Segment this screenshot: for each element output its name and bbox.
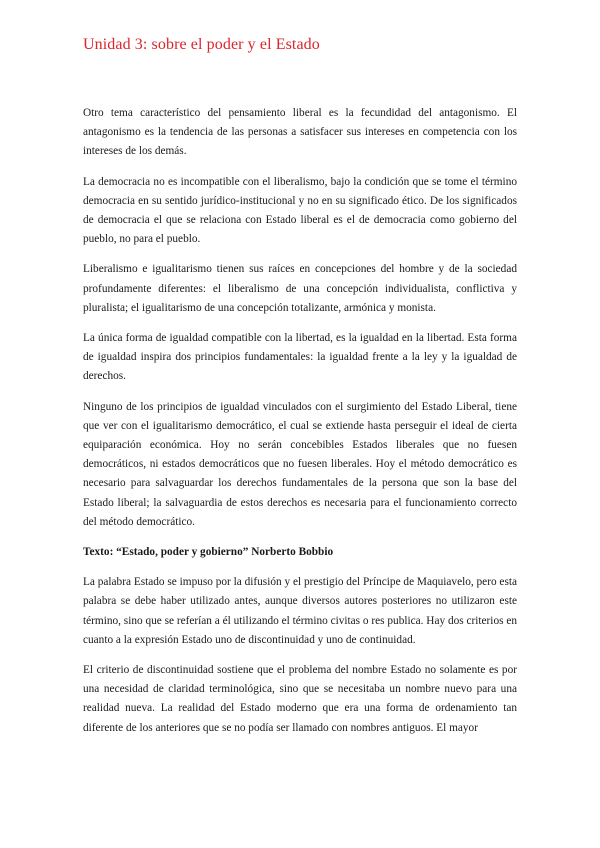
- paragraph: Ninguno de los principios de igualdad vinculados con el surgimiento del Estado Liberal, tiene que ver con el igualitarismo democrático, el cual se extiende hasta perseguir el ideal de cierta equiparación económica. Hoy no serán concebibles Estados liberales que no fuesen democráticos, ni estados democráticos que no fuesen liberales. Hoy el método democrático es necesario para salvaguardar los derechos fundamentales de la persona que son la base del Estado liberal; la salvaguardia de estos derechos es necesaria para el funcionamiento correcto del método democrático.: [83, 400, 517, 528]
- paragraph: El criterio de discontinuidad sostiene que el problema del nombre Estado no solamente es por una necesidad de claridad terminológica, sino que se necesitaba un nombre nuevo para una realidad nueva. La realidad del Estado moderno que era una forma de ordenamiento tan diferente de los anteriores que se no podía ser llamado con nombres antiguos. El mayor: [83, 664, 517, 734]
- paragraph: Liberalismo e igualitarismo tienen sus raíces en concepciones del hombre y de la sociedad profundamente diferentes: el liberalismo de una concepción individualista, conflictiva y pluralista; el igualitarismo de una concepción totalizante, armónica y monista.: [83, 263, 517, 314]
- paragraph: La palabra Estado se impuso por la difusión y el prestigio del Príncipe de Maquiavelo, pero esta palabra se debe haber utilizado antes, aunque diversos autores posteriores no utilizaron este término, sino que se referían a él utilizando el término civitas o res publica. Hay dos criterios en cuanto a la expresión Estado uno de discontinuidad y uno de continuidad.: [83, 576, 517, 646]
- paragraph: La democracia no es incompatible con el liberalismo, bajo la condición que se tome el término democracia en su sentido jurídico-institucional y no en su significado ético. De los significados de democracia el que se relaciona con Estado liberal es el de democracia como gobierno del pueblo, no para el pueblo.: [83, 175, 517, 246]
- paragraph: Otro tema característico del pensamiento liberal es la fecundidad del antagonismo. El antagonismo es la tendencia de las personas a satisfacer sus intereses en competencia con los intereses de los demás.: [83, 107, 517, 158]
- paragraph: La única forma de igualdad compatible con la libertad, es la igualdad en la libertad. Esta forma de igualdad inspira dos principios fundamentales: la igualdad frente a la ley y la igualdad de derechos.: [83, 332, 517, 383]
- document-body: [83, 104, 517, 749]
- document-title: Unidad 3: sobre el poder y el Estado: [83, 36, 320, 53]
- section-heading: Texto: “Estado, poder y gobierno” Norberto Bobbio: [83, 546, 334, 559]
